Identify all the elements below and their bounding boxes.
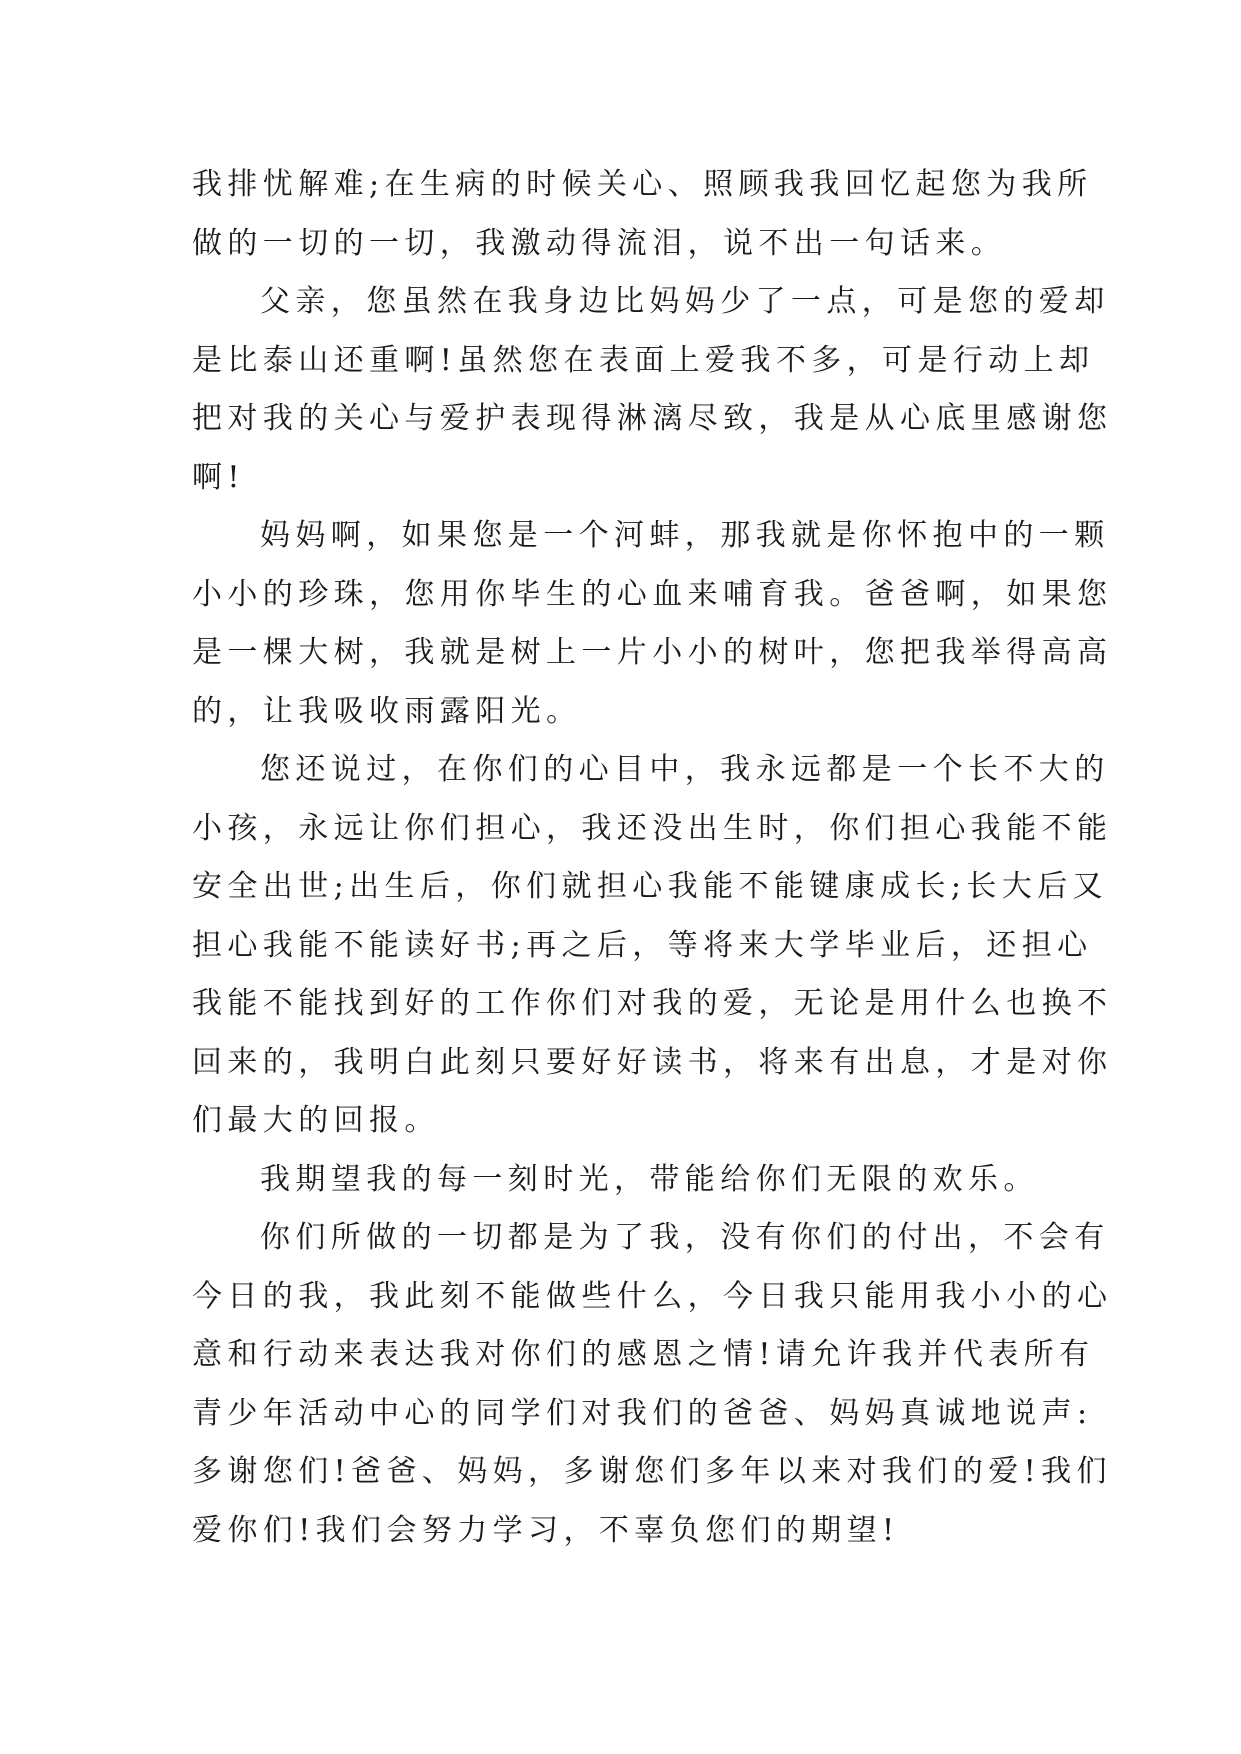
text-line: 担心我能不能读好书;再之后，等将来大学毕业后，还担心 — [192, 927, 1093, 963]
text-line: 小小的珍珠，您用你毕生的心血来哺育我。爸爸啊，如果您 — [192, 576, 1113, 612]
paragraph-first-line: 您还说过，在你们的心目中，我永远都是一个长不大的 — [260, 752, 1110, 787]
text-line: 多谢您们!爸爸、妈妈，多谢您们多年以来对我们的爱!我们 — [192, 1454, 1112, 1489]
text-line: 我排忧解难;在生病的时候关心、照顾我我回忆起您为我所 — [192, 167, 1093, 202]
text-line: 今日的我，我此刻不能做些什么，今日我只能用我小小的心 — [192, 1278, 1113, 1314]
text-line: 把对我的关心与爱护表现得淋漓尽致，我是从心底里感谢您 — [192, 401, 1113, 436]
text-line: 我能不能找到好的工作你们对我的爱，无论是用什么也换不 — [192, 986, 1113, 1021]
paragraph-first-line: 你们所做的一切都是为了我，没有你们的付出，不会有 — [260, 1220, 1110, 1255]
text-line: 安全出世;出生后，你们就担心我能不能键康成长;长大后又 — [192, 869, 1109, 904]
paragraph-first-line: 妈妈啊，如果您是一个河蚌，那我就是你怀抱中的一颗 — [260, 518, 1110, 553]
text-line: 做的一切的一切，我激动得流泪，说不出一句话来。 — [192, 225, 1007, 261]
body-text — [192, 156, 1113, 1560]
text-line: 们最大的回报。 — [192, 1103, 440, 1138]
paragraph-first-line: 父亲，您虽然在我身边比妈妈少了一点，可是您的爱却 — [260, 284, 1110, 319]
text-line: 意和行动来表达我对你们的感恩之情!请允许我并代表所有 — [192, 1337, 1095, 1372]
text-line: 啊! — [192, 459, 245, 495]
text-line: 青少年活动中心的同学们对我们的爸爸、妈妈真诚地说声: — [192, 1395, 1093, 1431]
text-line: 回来的，我明白此刻只要好好读书，将来有出息，才是对你 — [192, 1044, 1113, 1080]
text-line: 是比泰山还重啊!虽然您在表面上爱我不多，可是行动上却 — [192, 342, 1095, 378]
text-line: 的，让我吸收雨露阳光。 — [192, 693, 582, 729]
text-line: 爱你们!我们会努力学习，不辜负您们的期望! — [192, 1512, 900, 1548]
paragraph-first-line: 我期望我的每一刻时光，带能给你们无限的欢乐。 — [260, 1161, 1039, 1197]
text-line: 小孩，永远让你们担心，我还没出生时，你们担心我能不能 — [192, 810, 1113, 846]
text-line: 是一棵大树，我就是树上一片小小的树叶，您把我举得高高 — [192, 635, 1113, 670]
